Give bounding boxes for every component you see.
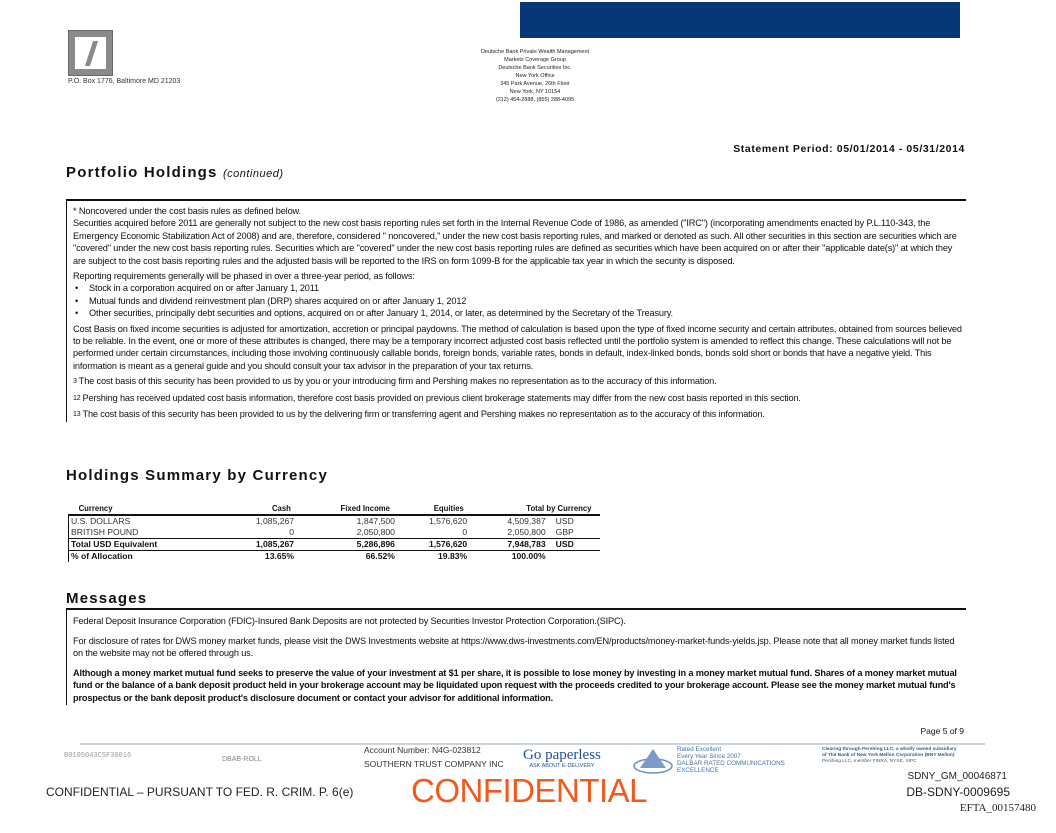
column-header: Equities [401,503,466,515]
table-cell: 2,050,800 [507,527,546,537]
footnote-mark: 12 [73,394,81,402]
pershing-line: Pershing LLC, member FINRA, NYSE, SIPC [822,759,917,764]
bank-line: 345 Park Avenue, 26th Floor [500,81,570,87]
table-cell: BRITISH POUND [69,527,224,539]
table-cell: 1,576,620 [428,516,468,526]
header-banner [520,2,960,38]
heading-text: Portfolio Holdings [66,164,218,181]
table-cell: 13.65% [224,551,296,563]
bank-line: Deutsche Bank Securities Inc. [498,65,572,71]
table-cell: Total USD Equivalent [69,539,224,551]
footnote [73,392,966,405]
column-header: Total by Currency [476,503,594,515]
dalbar-line: Rated Excellent [677,746,722,753]
currency-code: USD [555,516,574,526]
footnote-text: Pershing has received updated cost basis information, therefore cost basis provided on previous client brokerage statements may differ from the new cost basis reported in this section. [82,392,801,403]
portfolio-holdings-heading [66,164,284,181]
currency-code: USD [548,539,600,551]
bank-line: Deutsche Bank Private Wealth Management [480,49,590,55]
account-number: Account Number: N4G-023812 [364,745,481,755]
currency-code [548,551,600,563]
footnote-mark: 3 [73,378,77,386]
table-row [69,551,601,563]
heading-subtitle: (continued) [222,168,284,180]
table-cell: 1,085,267 [224,539,296,551]
note: Reporting requirements generally will be phased in over a three-year period, as follows: [73,271,415,282]
statement-period: Statement Period: 05/01/2014 - 05/31/2014 [733,143,965,155]
message: For disclosure of rates for DWS money market funds, please visit the DWS Investments website at https://www.dws-investments.com/EN/products/money-market-funds-yields.jsp. Please note that all money market funds listed on the website may not be offered through us. [73,635,955,659]
messages-box [66,608,966,705]
table-cell: 4,509,387 [507,516,546,526]
cost-basis-notes [66,199,966,422]
e-delivery-text: ASK ABOUT E-DELIVERY [529,763,595,769]
go-paperless-promo[interactable] [523,747,601,769]
column-header: Fixed Income [301,503,392,515]
holdings-summary-heading: Holdings Summary by Currency [66,467,328,484]
dalbar-line: DALBAR RATED COMMUNICATIONS [677,760,785,767]
note: Securities acquired before 2011 are generally not subject to the new cost basis reporting rules set forth in the Internal Revenue Code of 1986, as amended ("IRC") (incorporating amendments enacted by P.L.110-343, the Emergency Economic Stabilization Act of 2008) and are, therefore, considered " noncovered," under the new cost basis reporting rules, and marked or denoted as such. All other securities in this section are securities which are "covered" under the new cost basis reporting rules. Securities which are "covered" under the new cost basis reporting rules are defined as securities which have been acquired on or after their "applicable date(s)" at which they are subject to the cost basis reporting rules and the adjusted basis will be reported to the IRS on form 1099-B for the applicable tax year in which the security is disposed. [73,218,957,266]
table-cell: 100.00% [469,551,547,563]
page-number: Page 5 of 9 [920,726,964,736]
efta-number: EFTA_00157480 [959,802,1036,814]
deutsche-bank-logo [68,30,113,76]
bates-number-1: SDNY_GM_00046871 [907,771,1007,782]
footnote-text: The cost basis of this security has been provided to us by you or your introducing firm and Pershing makes no representation as to the accuracy of this information. [78,376,717,387]
note: * Noncovered under the cost basis rules as defined below. [73,206,301,216]
column-header: Cash [227,503,292,515]
phase-in-list [73,282,966,319]
confidential-notice: CONFIDENTIAL – PURSUANT TO FED. R. CRIM. P. 6(e) [46,785,354,799]
roll-code: DBAB-ROLL [222,756,262,763]
mailing-address: P.O. Box 1776, Baltimore MD 21203 [68,78,181,85]
table-cell: 7,948,783 [469,539,547,551]
list-item: • Other securities, principally debt securities and options, acquired on or after January 1, 2014, or later, as determined by the Secretary of the Treasury. [73,307,966,319]
pershing-line: of The Bank of New York Mellon Corporation (BNY Mellon) [822,753,955,758]
footnote-mark: 13 [73,411,81,419]
footnote [73,375,966,388]
document-code: B0105043CSF30016 [64,752,132,760]
bates-number-2: DB-SDNY-0009695 [906,785,1010,799]
message: Although a money market mutual fund seeks to preserve the value of your investment at $1 per share, it is possible to lose money by investing in a money market mutual fund. Shares of a money market mutual fund or the balance of a bank deposit product held in your brokerage account may be liquidated upon request with the proceeds credited to your brokerage account. Please see the money market mutual fund's prospectus or the bank deposit product's disclosure document or contact your advisor for additional information. [73,667,957,703]
table-cell: % of Allocation [69,551,224,563]
table-row [69,515,601,527]
table-cell: 1,847,500 [356,516,395,526]
table-row [69,539,601,551]
dalbar-rating [677,746,785,774]
messages-heading: Messages [66,590,148,607]
go-paperless-text: Go paperless [523,747,601,763]
currency-code: GBP [555,527,574,537]
note: Cost Basis on fixed income securities is adjusted for amortization, accretion or principal paydowns. The method of calculation is based upon the type of fixed income security and certain attributes, obtained from sources believed to be reliable. In the event, one or more of these attributes is changed, there may be a temporary incorrect adjusted cost basis reflected until the portfolio system is amended to reflect this change. These calculations will not be performed under certain circumstances, including those involving continuously callable bonds, foreign bonds, variable rates, bonds in default, index-linked bonds, bonds sold short or bonds that have a negative yield. This information is meant as a general guide and you should consult your tax advisor in the preparation of your tax returns. [73,323,962,371]
holdings-summary-table [68,503,600,562]
bank-line: (212) 454-2888, (855) 288-4095 [495,97,575,103]
dalbar-seal-icon [633,748,673,774]
table-row [69,527,601,539]
list-item: • Stock in a corporation acquired on or after January 1, 2011 [73,282,966,294]
table-cell: 0 [289,527,295,537]
table-cell: 0 [462,527,468,537]
table-cell: 1,085,267 [255,516,295,526]
bank-line: New York Office [515,73,555,79]
table-cell: 19.83% [397,551,469,563]
pershing-disclosure [822,747,957,765]
confidential-stamp: CONFIDENTIAL [411,772,648,809]
table-cell: 1,576,620 [397,539,469,551]
bank-line: New York, NY 10154 [509,89,561,95]
table-cell: 2,050,800 [356,527,395,537]
bank-line: Markets Coverage Group [504,57,566,63]
bank-address-block [420,48,650,104]
account-holder: SOUTHERN TRUST COMPANY INC [364,759,504,769]
dalbar-line: EXCELLENCE [677,767,719,774]
footer-divider [80,743,985,745]
column-header: Currency [76,503,216,515]
table-cell: U.S. DOLLARS [69,515,224,527]
message: Federal Deposit Insurance Corporation (FDIC)-Insured Bank Deposits are not protected by Securities Investor Protection Corporation.(SIPC). [73,616,626,626]
table-cell: 5,286,896 [296,539,397,551]
pershing-line: Clearing through Pershing LLC, a wholly owned subsidiary [822,747,957,752]
dalbar-line: Every Year Since 2007 [677,753,741,760]
footnote [73,408,966,421]
list-item: • Mutual funds and dividend reinvestment plan (DRP) shares acquired on or after January 1, 2012 [73,295,966,307]
footnote-text: The cost basis of this security has been provided to us by the delivering firm or transferring agent and Pershing makes no representation as to the accuracy of this information. [82,409,765,420]
table-cell: 66.52% [296,551,397,563]
